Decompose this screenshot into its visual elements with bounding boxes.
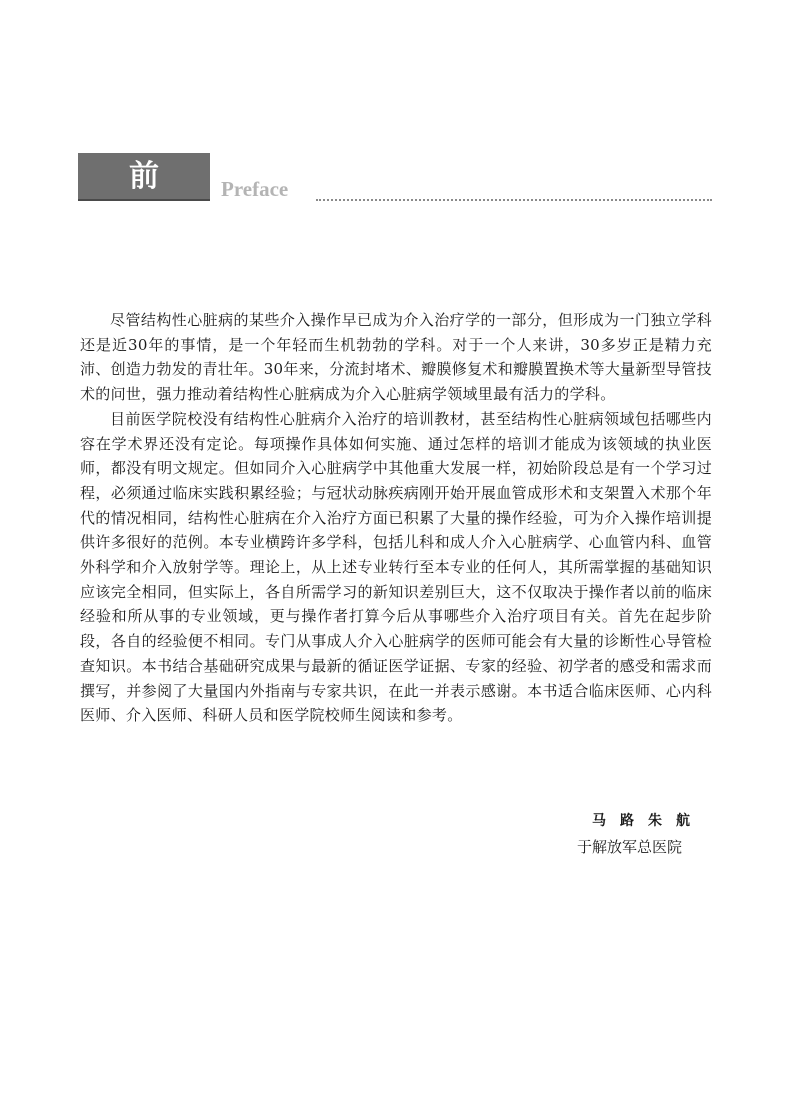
author-names: 马路朱航 <box>592 813 704 829</box>
author-affiliation: 于解放军总医院 <box>576 838 682 856</box>
paragraph: 尽管结构性心脏病的某些介入操作早已成为介入治疗学的一部分，但形成为一门独立学科还是近30年的事情，是一个年轻而生机勃勃的学科。对于一个人来讲，30多岁正是精力充沛、创造力勃发的青壮年。30年来，分流封堵术、瓣膜修复术和瓣膜置换术等大量新型导管技术的问世，强力推动着结构性心脏病成为介入心脏病学领域里最有活力的学科。 <box>80 311 712 404</box>
chapter-header <box>78 153 712 242</box>
paragraph: 目前医学院校没有结构性心脏病介入治疗的培训教材，甚至结构性心脏病领域包括哪些内容在学术界还没有定论。每项操作具体如何实施、通过怎样的培训才能成为该领域的执业医师，都没有明文规定。但如同介入心脏病学中其他重大发展一样，初始阶段总是有一个学习过程，必须通过临床实践积累经验；与冠状动脉疾病刚开始开展血管成形术和支架置入术那个年代的情况相同，结构性心脏病在介入治疗方面已积累了大量的操作经验，可为介入操作培训提供许多很好的范例。本专业横跨许多学科，包括儿科和成人介入心脏病学、心血管内科、血管外科学和介入放射学等。理论上，从上述专业转行至本专业的任何人，其所需掌握的基础知识应该完全相同，但实际上，各自所需学习的新知识差别巨大，这不仅取决于操作者以前的临床经验和所从事的专业领域，更与操作者打算今后从事哪些介入治疗项目有关。首先在起步阶段，各自的经验便不相同。专门从事成人介入心脏病学的医师可能会有大量的诊断性心导管检查知识。本书结合基础研究成果与最新的循证医学证据、专家的经验、初学者的感受和需求而撰写，并参阅了大量国内外指南与专家共识，在此一并表示感谢。本书适合临床医师、心内科医师、介入医师、科研人员和医学院校师生阅读和参考。 <box>80 409 712 725</box>
preface-body <box>80 308 712 728</box>
signature-block <box>576 808 704 860</box>
chapter-subtitle: Preface <box>221 177 289 201</box>
chapter-title: 前 言 <box>78 153 210 201</box>
dotted-divider <box>316 199 712 201</box>
